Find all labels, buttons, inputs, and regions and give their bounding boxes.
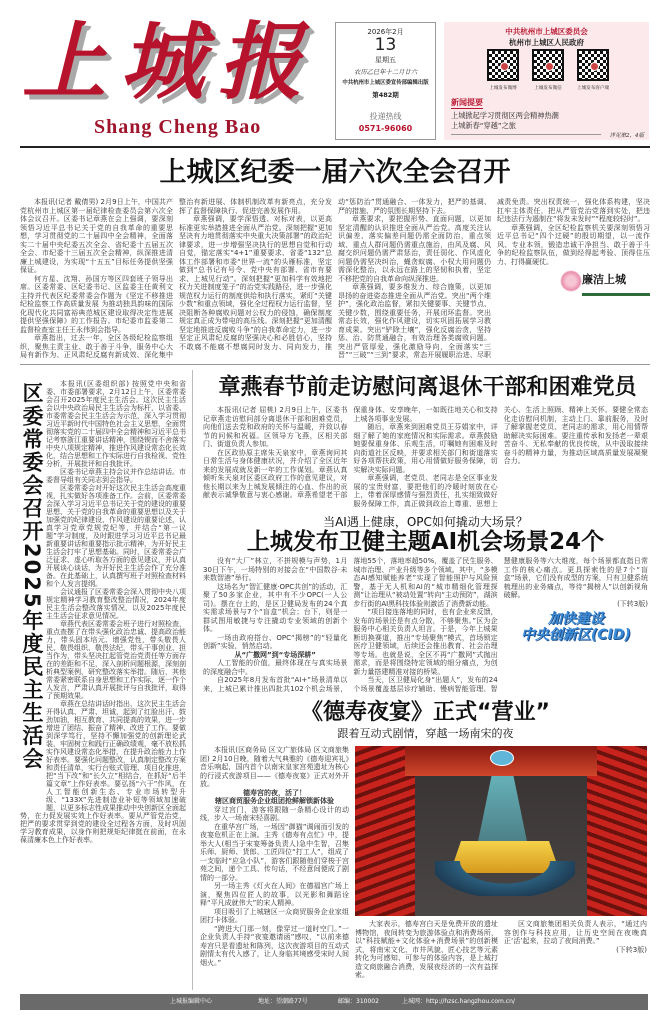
article-3-body (203, 406, 648, 512)
subheading: 德寿宫的夜，活了！ (243, 788, 306, 797)
continued-note: (下转3版) (617, 599, 648, 608)
logo-text: 上城报 (22, 12, 317, 111)
hotline-number: 0571-96060 (358, 124, 413, 134)
party-committee: 中共杭州市上城区委员会 (505, 27, 588, 36)
date-box (335, 22, 436, 140)
paragraph: 本报讯(记者 戴倩男) 2月9日上午，中国共产党杭州市上城区第一届纪律检查委员会第六次全体会议召开。区委书记章燕在会上强调，要深刻领悟习近平总书记关于党的自我革命的重要思想，学习贯彻党的二十届四中全会精神，全面落实二十届中央纪委五次全会、省纪委十五届五次全会、市纪委十三届五次全会精神，纵深推进清廉上城建设，为实现“十五五”目标任务提供坚强保证。 (20, 198, 173, 274)
paragraph: 没有“大厂”林立，不拼规模与声势，1月30日下午，一场特别的对接会在“中国数谷·未来数智港”举行。 (203, 557, 348, 582)
hotline-label: 投递热线 (369, 111, 402, 121)
see-pages-note: 详见第2、4版 (609, 133, 644, 139)
headline-spacer (20, 380, 46, 810)
article-2-body (20, 380, 186, 992)
paragraph: 区文商旅集团相关负责人表示，“通过内容创作与科技应用，让历史空间在夜晚真正‘活’起来，拉动了夜间消费。” (504, 920, 647, 945)
paragraph: 章燕代表区委常委会班子进行对照检查，重点查摆了在带头强化政治忠诚、提高政治能力，带头固本培元、增强党性，带头敬畏人民、敬畏组织、敬畏法纪，带头干事创业、担当作为，带头坚决扛起管党治党责任等方面存在的差距和不足，深入剖析问题根源，深刻剖析典型案例，研究整改落实举措。随后，其他常委紧密联系自身思想和工作实际，逐一作个人发言，严肃认真开展批评与自我批评，取得了预期效果。 (46, 620, 186, 700)
headline-article-3: 章燕春节前走访慰问离退休干部和困难党员 (218, 375, 637, 400)
paragraph: 一场由政府搭台、OPC“揭榜”的“轻量化创新”实验，悄然启动。 (203, 633, 348, 650)
column-divider (192, 370, 193, 990)
qr-code-icon[interactable] (577, 49, 609, 81)
paragraph: 章燕指出，过去一年，全区各级纪检监察组织，聚焦主责主业、敢于善于斗争，服务中心大局有新作为、正风肃纪反腐有新成效、深化集中整治有新进展、体制机制改革有新亮点，充分发挥了监督保障执行、促进完善发展作用。 (20, 198, 332, 359)
qr-caption: 上城发布客户端 (576, 86, 610, 91)
government: 杭州市上城区人民政府 (509, 38, 584, 47)
issue-number: 第482期 (372, 90, 399, 99)
badge-bar (582, 293, 650, 296)
date-year-month: 2026年2月 (367, 28, 404, 36)
headline-article-2-vertical: 区委常委会召开2025年度民主生活会 (20, 382, 44, 771)
subheading: 辖区商贸服务企业组团抢鲜解锁新体验 (215, 797, 334, 805)
paragraph: 何方星、沈翔、孙国方等区四套班子领导出席。区委常委、区纪委书记、区监委主任黄利文主持并代表区纪委常委会作题为《坚定不移推进纪检监察工作高质量发展 为推动独具韵味的国际化现代化共同富裕典范城区建设取得决定性进展提供坚强保障》的工作报告。市纪委市监委第二监督检查室主任王永伟到会指导。 (20, 274, 173, 334)
news-digest-item[interactable]: 上城新春“穿越”之旅 (451, 121, 516, 130)
promo-line: 加快建设 (547, 611, 604, 627)
paragraph: “跨进大门那一刻，像穿过一道时空门。”一企业负责人手持“夜宴邀请函”感叹，“以前来德寿宫只是看遗址和陈列，这次夜游项目的互动式剧情太有代入感了，让人身临其境感受宋时人间烟火。” (200, 924, 349, 967)
lunar-date: 农历乙巳年十二月廿六 (354, 68, 417, 76)
paragraph: 本报讯(区委组织部) 按照党中央和省委、市委部署要求，2月12日上午，区委常委会召开2025年度民主生活会。这次民主生活会以中央政治局民主生活会为标杆，以省委、市委常委会民主生活会为示范，深入学习贯彻习近平新时代中国特色社会主义思想，全面贯彻落实党的二十届四中全会精神和习近平总书记考察浙江重要讲话精神，围绕锲而不舍落实中央八项规定精神，推进作风建设常态化长效化，结合思想和工作实际进行自我检视、党性分析，开展批评和自我批评。 (46, 380, 186, 468)
news-digest-item[interactable]: 上城掀起学习贯彻区两会精神热潮 (451, 111, 559, 120)
kicker-article-4: 当AI遇上健康，OPC如何撬动大场景？ (323, 515, 528, 529)
qr-caption: 上城发布微博 (489, 86, 517, 91)
subheading: 从“广撒网”到“专场深耕” (234, 650, 316, 659)
masthead-rule (20, 146, 650, 148)
headline-article-4: 上城发布卫健主题AI机会场景24个 (246, 529, 605, 555)
paragraph: 这场名为“智汇健康·OPC共创”的活动，汇聚了50多家企业，其中有不少OPC(一人公司)。摆在台上的，是区卫健局发布的24个真实需求场景与7个“盲盒”机会；台下，则是一群试图用敏捷与专注撬动专业领域的创新个体。 (203, 582, 348, 633)
divider (451, 134, 601, 135)
paragraph: 在重华宫广场，一场因“御猫”调闹而引发的夜宴危机正在上演。主秀《德寿有点忙》中，提举大人(相当于宋宴筹备负责人)急中生智，召集乐师、厨师、货郎、工匠四位“打工人”，组成了一支临时“应急小队”，游客们跟随他们穿梭于宫苑之间，递个工具、传句话，不经意间便成了剧情的一部分。 (200, 822, 349, 882)
weekday: 星期五 (375, 56, 396, 65)
paragraph: 章燕强调，要多维发力、综合施策，以更加昂扬的奋进姿态推进全面从严治党。突出“两个维护”，强化政治监督，紧扣关键要事、关键节点、关键少数，围绕重要任务，开展闭环监督。突出常态长效，强化作风建设，切实巩固拓展学习教育成果。突出“铲除土壤”，强化反腐治贪，坚持惩、治、防贯通融合，有效治理各类腐败问题。突出严管厚爱，强化激励导向，全面落实“三晋”“三破”“三到”要求，常态开展履职治进、尽职减责免责。突出权责统一，强化体系构建，坚决扛牢主体责任，把从严管党治党落到实处，把违纪违法行为遏制在“将发未发时”“程度较轻时”。 (338, 198, 650, 359)
article-4-body (203, 557, 648, 699)
paragraph: 章燕强调，要学深悟透、对标对表，以更高标准更实举措推进全面从严治党。深刻把握“更加坚决有力地贯彻落实中央重大决策部署”的政治纪律要求，进一步增强坚决执行的思想自觉和行动自觉，锚定落实“4+1”重要要求、省委“132”总体工作部署和市委“世界一流”的头雁标准，坚定做到“总书记有号令、党中央有部署、省市有要求、上城见行动”。深刻把握“更加科学有效地把权力关进制度笼子”的治党实践路径，进一步强化规范权力运行的制度供给和执行落实，紧盯“关键少数”和重点领域，强化全过程权力运行监督，坚决阻断各种腐败问题对公权力的侵蚀，确保制度规定真正成为带电的高压线。深刻把握“更加清醒坚定地推进反腐败斗争”的自我革命定力，进一步坚定正风肃纪反腐的坚强决心和必胜信心，坚持不敢腐不能腐不想腐同时发力、同向发力，推动“惩防治”贯通融合、一体发力，把严的基调、严的措施、严的氛围长期坚持下去。 (179, 198, 491, 351)
logo-english: Shang Cheng Bao (94, 116, 262, 138)
headline-article-1: 上城区纪委一届六次全会召开 (159, 157, 511, 188)
paragraph: 章燕要求，要把握形势、直面问题，以更加坚定清醒的认识推进全面从严治党。高度关注认识偏差、落实偏差问题仍需全面防治，重点领域、重点人群问题仍需重点施治，由风及腐、风腐交织问题仍需严肃惩治，责任弱化、作风虚化问题仍需坚决纠治，蝇贪蚁腐、小权大用问题仍需深化整治，以永远在路上的坚韧和执着，坚定不移把党的自我革命向纵深推进。 (338, 215, 491, 283)
paragraph: 自2025年8月发布首批“AI+”场景清单以来，上城已累计推出四批共102个机会场景，落地55个，落地率超50%，覆盖了民生服务、城市治理、产业升级等多个领域。其中，“多模态AI感知赋能养老”实现了智能照护与风险预警，基于无人机和AI的“城市精细化管理探测”让治理从“被动处置”转向“主动预防”，湖滨步行街的AI黑科技体验则激活了消费新动能。 (203, 557, 498, 693)
headline-article-5: 《德寿夜宴》正式“营业” (301, 700, 550, 725)
footer-postcode: 邮编：310002 (338, 998, 379, 1005)
paragraph: 区委常委会对开好这次民主生活会高度重视，扎实做好各项准备工作。会前，区委常委会深入学习习近平总书记关于党的建设的重要思想、关于党的自我革命的重要思想以及关于加强党的纪律建设、作风建设的重要论述，认真学习党章党规党纪等，并结合“第一议题”学习制度，及时跟进学习习近平总书记最新重要讲话和重要指示批示精神，为开好民主生活会打牢了思想基础。同时，区委常委会广泛征求、虚心听取各方面的意见建议，并认真开展谈心谈话，为开好民主生活会作了充分准备。在此基础上，认真撰写班子对照检查材料和个人发言提纲。 (46, 484, 186, 588)
newspaper-logo (22, 12, 318, 112)
news-digest-heading: 新闻提要 (451, 98, 483, 107)
paragraph: 本报讯(区商务局 区文广旅体局 区文商旅集团) 2月10日晚，随着大气典雅的《德寿迎宾礼》音乐响起，国内首个以南宋皇家宫苑遗址为核心的行浸式夜游项目——《德寿夜宴》正式对外开放。 (200, 746, 349, 788)
paragraph: 在区政协原主席朱天泉家中，章燕询问其日常生活与身体健康状况，并介绍了全区近年来的发展成就及新一年的工作谋划。章燕认真倾听朱天泉对区委区政府工作的意见建议，对他长期以来为上城发展倾注的心血、作出的贡献表示诚挚敬意与衷心感谢。章燕希望老干部保重身体、安享晚年，一如既往地关心和支持上城各项事业发展。 (203, 406, 498, 499)
footer-bar (20, 994, 648, 1010)
section-divider (20, 364, 650, 365)
paragraph: 项目吸引了上城辖区一众商贸服务企业家组团打卡体验。 (200, 907, 349, 924)
publisher: 中共杭州市上城区委宣传部编辑出版 (342, 80, 429, 87)
paragraph: “项目接连落地的同时，也有企业来反馈，发布的场景还是有点分散，不够聚焦。”区为企服务中心相关负责人坦言。于是，今年上城果断切换赛道，推出“专场聚焦”模式，首场锁定医疗卫健领域，后续还会推出教育、社会治理等专场。也就是说，全区不再“广撒网”式抛出需求，而是将围绕特定领域的细分痛点，为创新力量搭建精准对接的桥梁。 (353, 608, 498, 676)
qr-code-icon[interactable] (487, 49, 519, 81)
qr-caption: 上城发布微信 (534, 86, 562, 91)
subtitle-article-5: 跟着互动式剧情，穿越一场南宋的夜 (337, 727, 514, 740)
badge-text: 廉洁上城 (582, 273, 626, 286)
qr-code-icon[interactable] (532, 49, 564, 81)
footer-address: 地址：望潮路77号 (258, 998, 308, 1005)
paragraph: 人工智能的价值，最终体现在与真实场景的深度融合中。 (203, 659, 348, 676)
paragraph: 章燕强调，老党员、老同志是全区事业发展的宝贵财富，要把他们的冷暖时刻放在心上，带着深厚感情与强烈责任，扎实细致做好服务保障工作，真正做到政治上尊重、思想上关心、生活上照顾、精神上关怀。要健全常态化走访慰问机制，主动上门、靠前服务，及时了解掌握老党员、老同志的需求，用心用情帮助解决实际困难。要注重传承和发扬老一辈艰苦奋斗、无私奉献的优良传统，从中汲取接续奋斗的精神力量，为推动区域高质量发展凝聚合力。 (353, 406, 648, 508)
paragraph: 大家表示，德寿宫白天是免费开放的遗址博物馆，夜间转变为旅游体验点和消费场所，以“科技赋能+文化体验+消费场景”的创新模式，将南宋文化、市井风貌、匠心技艺等元素转化为可感知、可参与的体验内容，是上城打造文商旅融合消费，发展夜经济的一次有益探索。 (355, 920, 498, 979)
footer-website[interactable]: 上城网：http://hzsc.hangzhou.com.cn/ (402, 998, 515, 1005)
dinner-show-photo (355, 746, 647, 916)
paragraph: 会议通报了区委常委会深入贯彻中央八项规定精神学习教育整改整治情况，2024年度民主生活会整改落实情况，以及2025年度民主生活会征求意见情况。 (46, 588, 186, 620)
article-1-body (20, 198, 650, 360)
paragraph: 穿过宫门，游客将跟随一条精心设计的动线，步入一场南宋轻喜剧。 (200, 805, 349, 822)
paragraph: 另一场主秀《灯火在人间》在德福宫广场上演，聚焦四位匠人的故事，以光影和舞蹈诠释“平凡成就伟大”的宋人精神。 (200, 882, 349, 907)
flower-icon (560, 270, 582, 292)
paragraph: 章燕在总结讲话时指出，这次民主生活会开得认真、严肃、坦诚，起到了红脸出汗、鼓劲加油，相互教育、共同提高的效果，进一步增进了团结、振奋了精神、改进了工作。要做到深学笃行，坚持不懈加强党的创新理论武装，牢固树立和践行正确政绩观，毫不放松抓实作风建设常态化举措，在提升政治能力上作好表率。要强化问题整改，认真制定整改方案和责任清单，实行台账式管理、项目化推进，把“当下改”和“长久立”相结合，在抓好“后半篇文章”上作好表率。要弘扬“六干”作风，在人工智能创新生态、专业市场转型升级、“133X”先进制造业补短等领域加速破题，以更多标志性成果推动中央创新区全面起势，在力促发展实效上作好表率。要从严管党治党，把严的要求贯穿到党的建设全过程各方面，及时巩固学习教育成果，以身作则把规矩纪律挺在前面，在永葆清廉本色上作好表率。 (20, 700, 186, 844)
continued-note: (下转3版) (616, 945, 647, 954)
promo-line: 中央创新区(CID) (520, 627, 631, 643)
paragraph: 区委书记章燕主持会议并作总结讲话。市委督导组有关同志到会指导。 (46, 468, 186, 484)
news-highlights-box (444, 22, 649, 140)
clean-shangcheng-badge (560, 270, 650, 296)
article-5-body-continued (355, 920, 647, 992)
paragraph: 随后，章燕来到困难党员王芬娟家中，详细了解了她的家庭情况和实际需求。章燕鼓励她要保重身体、乐观生活，叮嘱她有困难及时向街道社区反映，并要求相关部门和街道落实好各项帮扶政策，用心用情做好服务保障，切实解决实际问题。 (353, 423, 498, 474)
footer-editor: 上城报编辑中心 (170, 998, 213, 1005)
paragraph: 当天，区卫健局化身“出题人”，发布的24个场景覆盖基层诊疗辅助、慢病智能管理、智慧健康服务等六大维度，每个场景都直指日常工作的核心痛点。更具探索性的是7个“盲盒”场景，它们没有成型的方案，只有卫健系统梳理出的业务痛点，等待“揭榜人”以创新视角破解。 (353, 557, 648, 693)
paragraph: 本报讯(记者 屈桃) 2月9日上午，区委书记章燕走访慰问部分离退休干部和困难党员，向他们送去党和政府的关怀与温暖，并致以春节的问候和祝福。区领导方飞燕，区相关部门、街道负责人参加。 (203, 406, 348, 448)
cid-promo-graphic (504, 611, 648, 643)
article-5-body (200, 746, 349, 992)
date-day: 13 (374, 35, 397, 56)
paragraph: 章燕强调，全区纪检监察机关要深刻领悟习近平总书记“四个过硬”的殷切期望，以一流作风、专业本领，锻造忠诚干净担当、敢于善于斗争的纪检监察队伍，做到经得起考验、顶得住压力、打得赢硬仗。 (497, 223, 650, 266)
